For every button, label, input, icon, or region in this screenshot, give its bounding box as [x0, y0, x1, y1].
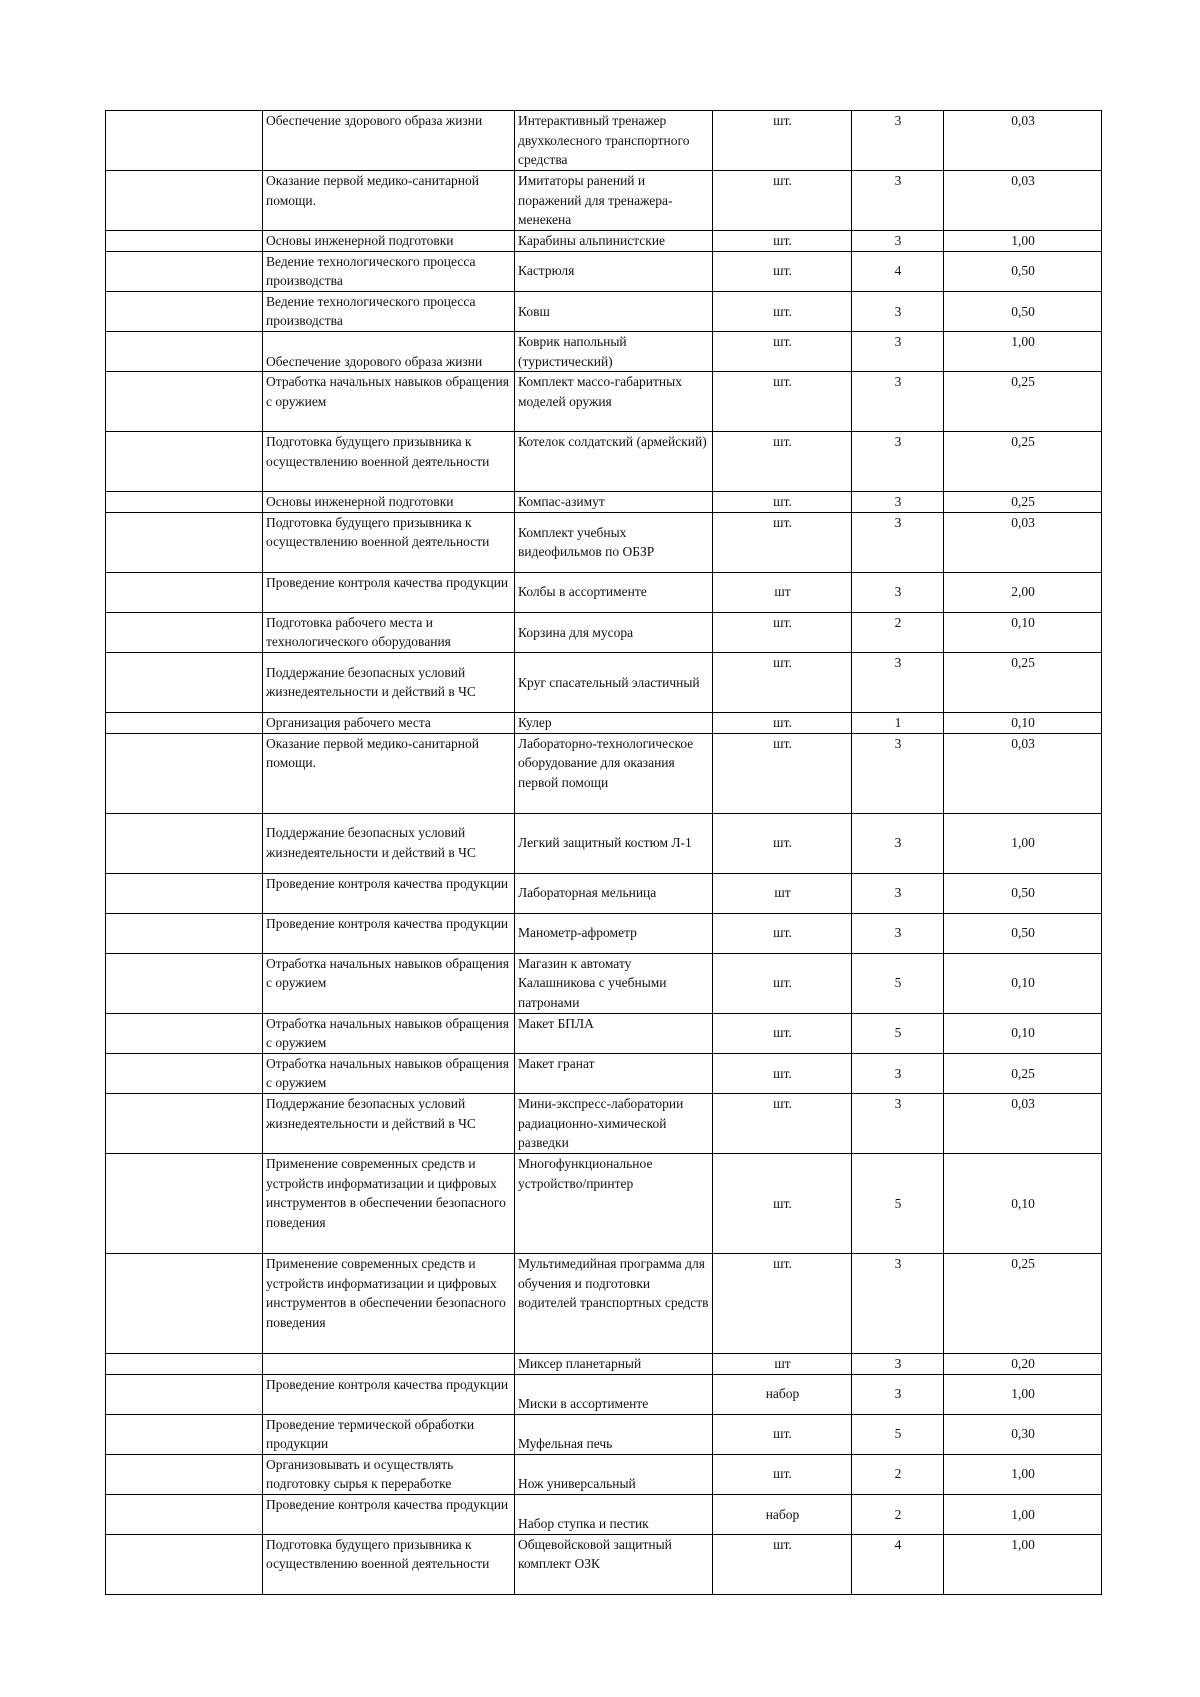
cell-coefficient: 0,03 — [944, 111, 1102, 171]
table-row — [106, 171, 1102, 231]
cell-code — [106, 953, 263, 1013]
cell-item: Кулер — [515, 712, 713, 733]
cell-unit: шт. — [713, 733, 852, 813]
cell-activity: Основы инженерной подготовки — [263, 492, 515, 513]
cell-activity: Основы инженерной подготовки — [263, 231, 515, 252]
table-row — [106, 231, 1102, 252]
cell-item: Лабораторная мельница — [515, 873, 713, 913]
cell-coefficient: 0,50 — [944, 873, 1102, 913]
cell-quantity: 3 — [852, 111, 944, 171]
cell-quantity: 3 — [852, 512, 944, 572]
cell-coefficient: 0,03 — [944, 733, 1102, 813]
cell-code — [106, 1253, 263, 1353]
cell-code — [106, 111, 263, 171]
cell-unit: набор — [713, 1494, 852, 1534]
cell-unit: шт. — [713, 1053, 852, 1093]
table-row — [106, 1153, 1102, 1253]
cell-code — [106, 612, 263, 652]
cell-quantity: 3 — [852, 1374, 944, 1414]
cell-coefficient: 0,03 — [944, 171, 1102, 231]
cell-unit: шт — [713, 572, 852, 612]
table-row — [106, 873, 1102, 913]
cell-unit: шт. — [713, 512, 852, 572]
table-body — [106, 111, 1102, 1595]
table-row — [106, 1253, 1102, 1353]
cell-code — [106, 432, 263, 492]
equipment-table — [105, 110, 1102, 1595]
cell-unit: шт. — [713, 111, 852, 171]
cell-unit: шт. — [713, 291, 852, 331]
cell-code — [106, 251, 263, 291]
cell-activity: Применение современных средств и устройств информатизации и цифровых инструментов в обеспечении безопасного поведения — [263, 1153, 515, 1253]
cell-unit: шт. — [713, 1454, 852, 1494]
cell-activity: Организовывать и осуществлять подготовку сырья к переработке — [263, 1454, 515, 1494]
cell-item: Миксер планетарный — [515, 1353, 713, 1374]
cell-item: Многофункциональное устройство/принтер — [515, 1153, 713, 1253]
cell-coefficient: 0,50 — [944, 291, 1102, 331]
cell-activity: Применение современных средств и устройств информатизации и цифровых инструментов в обеспечении безопасного поведения — [263, 1253, 515, 1353]
cell-item: Миски в ассортименте — [515, 1374, 713, 1414]
cell-unit: шт. — [713, 612, 852, 652]
cell-quantity: 4 — [852, 251, 944, 291]
cell-quantity: 4 — [852, 1534, 944, 1594]
cell-code — [106, 1153, 263, 1253]
cell-unit: шт. — [713, 712, 852, 733]
cell-code — [106, 1053, 263, 1093]
cell-activity: Подготовка будущего призывника к осуществлению военной деятельности — [263, 1534, 515, 1594]
cell-quantity: 2 — [852, 612, 944, 652]
table-row — [106, 1414, 1102, 1454]
cell-item: Магазин к автомату Калашникова с учебными патронами — [515, 953, 713, 1013]
cell-unit: шт. — [713, 231, 852, 252]
cell-activity: Проведение контроля качества продукции — [263, 873, 515, 913]
table-row — [106, 733, 1102, 813]
cell-item: Нож универсальный — [515, 1454, 713, 1494]
cell-item: Коврик напольный (туристический) — [515, 331, 713, 371]
cell-quantity: 3 — [852, 171, 944, 231]
cell-activity: Поддержание безопасных условий жизнедеятельности и действий в ЧС — [263, 1093, 515, 1153]
cell-coefficient: 0,25 — [944, 432, 1102, 492]
cell-coefficient: 0,50 — [944, 251, 1102, 291]
cell-quantity: 3 — [852, 873, 944, 913]
cell-item: Кастрюля — [515, 251, 713, 291]
cell-unit: шт. — [713, 171, 852, 231]
cell-code — [106, 813, 263, 873]
cell-code — [106, 1534, 263, 1594]
cell-item: Легкий защитный костюм Л-1 — [515, 813, 713, 873]
cell-item: Мини-экспресс-лаборатории радиационно-химической разведки — [515, 1093, 713, 1153]
table-row — [106, 612, 1102, 652]
cell-activity: Ведение технологического процесса производства — [263, 291, 515, 331]
cell-activity: Оказание первой медико-санитарной помощи. — [263, 733, 515, 813]
table-row — [106, 1353, 1102, 1374]
cell-code — [106, 733, 263, 813]
cell-coefficient: 1,00 — [944, 1494, 1102, 1534]
cell-quantity: 3 — [852, 372, 944, 432]
cell-unit: шт. — [713, 432, 852, 492]
cell-coefficient: 0,10 — [944, 953, 1102, 1013]
cell-coefficient: 1,00 — [944, 1454, 1102, 1494]
cell-activity: Проведение контроля качества продукции — [263, 1374, 515, 1414]
cell-item: Макет БПЛА — [515, 1013, 713, 1053]
cell-quantity: 3 — [852, 733, 944, 813]
cell-code — [106, 1414, 263, 1454]
cell-quantity: 3 — [852, 231, 944, 252]
cell-activity: Отработка начальных навыков обращения с оружием — [263, 953, 515, 1013]
cell-coefficient: 0,25 — [944, 1053, 1102, 1093]
table-row — [106, 1454, 1102, 1494]
cell-code — [106, 1374, 263, 1414]
cell-unit: шт — [713, 873, 852, 913]
cell-item: Круг спасательный эластичный — [515, 652, 713, 712]
table-row — [106, 291, 1102, 331]
cell-quantity: 5 — [852, 1414, 944, 1454]
cell-code — [106, 1093, 263, 1153]
table-row — [106, 1374, 1102, 1414]
cell-item: Интерактивный тренажер двухколесного транспортного средства — [515, 111, 713, 171]
cell-unit: набор — [713, 1374, 852, 1414]
cell-unit: шт. — [713, 1414, 852, 1454]
table-row — [106, 372, 1102, 432]
cell-coefficient: 0,30 — [944, 1414, 1102, 1454]
cell-coefficient: 0,50 — [944, 913, 1102, 953]
cell-quantity: 5 — [852, 1153, 944, 1253]
cell-code — [106, 572, 263, 612]
cell-code — [106, 291, 263, 331]
cell-quantity: 5 — [852, 1013, 944, 1053]
table-row — [106, 432, 1102, 492]
cell-quantity: 3 — [852, 1253, 944, 1353]
cell-code — [106, 492, 263, 513]
cell-coefficient: 0,03 — [944, 512, 1102, 572]
cell-activity: Подготовка рабочего места и технологического оборудования — [263, 612, 515, 652]
cell-activity: Отработка начальных навыков обращения с оружием — [263, 1053, 515, 1093]
cell-item: Карабины альпинистские — [515, 231, 713, 252]
table-row — [106, 492, 1102, 513]
cell-item: Компас-азимут — [515, 492, 713, 513]
cell-item: Муфельная печь — [515, 1414, 713, 1454]
cell-item: Колбы в ассортименте — [515, 572, 713, 612]
cell-item: Имитаторы ранений и поражений для тренажера-менекена — [515, 171, 713, 231]
cell-coefficient: 2,00 — [944, 572, 1102, 612]
cell-unit: шт. — [713, 1534, 852, 1594]
cell-coefficient: 0,25 — [944, 372, 1102, 432]
cell-quantity: 3 — [852, 331, 944, 371]
cell-activity: Отработка начальных навыков обращения с оружием — [263, 372, 515, 432]
cell-quantity: 3 — [852, 492, 944, 513]
cell-coefficient: 0,10 — [944, 712, 1102, 733]
cell-coefficient: 0,10 — [944, 1013, 1102, 1053]
cell-unit: шт. — [713, 813, 852, 873]
cell-quantity: 3 — [852, 1053, 944, 1093]
cell-unit: шт. — [713, 652, 852, 712]
table-row — [106, 953, 1102, 1013]
cell-item: Комплект массо-габаритных моделей оружия — [515, 372, 713, 432]
cell-code — [106, 1353, 263, 1374]
cell-activity: Поддержание безопасных условий жизнедеятельности и действий в ЧС — [263, 813, 515, 873]
table-row — [106, 512, 1102, 572]
cell-item: Комплект учебных видеофильмов по ОБЗР — [515, 512, 713, 572]
cell-coefficient: 0,25 — [944, 492, 1102, 513]
cell-activity: Обеспечение здорового образа жизни — [263, 331, 515, 371]
cell-coefficient: 0,25 — [944, 652, 1102, 712]
table-row — [106, 1013, 1102, 1053]
cell-code — [106, 331, 263, 371]
cell-code — [106, 231, 263, 252]
cell-coefficient: 0,10 — [944, 612, 1102, 652]
cell-quantity: 2 — [852, 1454, 944, 1494]
cell-quantity: 1 — [852, 712, 944, 733]
table-row — [106, 331, 1102, 371]
cell-unit: шт. — [713, 331, 852, 371]
cell-coefficient: 0,10 — [944, 1153, 1102, 1253]
cell-unit: шт. — [713, 492, 852, 513]
table-row — [106, 1053, 1102, 1093]
cell-quantity: 3 — [852, 1093, 944, 1153]
table-row — [106, 813, 1102, 873]
cell-item: Набор ступка и пестик — [515, 1494, 713, 1534]
cell-code — [106, 652, 263, 712]
cell-item: Лабораторно-технологическое оборудование для оказания первой помощи — [515, 733, 713, 813]
cell-code — [106, 913, 263, 953]
cell-item: Макет гранат — [515, 1053, 713, 1093]
cell-quantity: 3 — [852, 572, 944, 612]
cell-unit: шт. — [713, 1013, 852, 1053]
cell-quantity: 5 — [852, 953, 944, 1013]
cell-coefficient: 0,03 — [944, 1093, 1102, 1153]
cell-unit: шт. — [713, 1093, 852, 1153]
cell-item: Корзина для мусора — [515, 612, 713, 652]
cell-unit: шт. — [713, 1153, 852, 1253]
cell-activity: Поддержание безопасных условий жизнедеятельности и действий в ЧС — [263, 652, 515, 712]
cell-item: Мультимедийная программа для обучения и подготовки водителей транспортных средств — [515, 1253, 713, 1353]
table-row — [106, 111, 1102, 171]
table-row — [106, 1093, 1102, 1153]
cell-code — [106, 1494, 263, 1534]
cell-activity: Организация рабочего места — [263, 712, 515, 733]
cell-quantity: 2 — [852, 1494, 944, 1534]
cell-activity: Проведение контроля качества продукции — [263, 913, 515, 953]
cell-coefficient: 1,00 — [944, 231, 1102, 252]
cell-unit: шт. — [713, 1253, 852, 1353]
cell-activity: Обеспечение здорового образа жизни — [263, 111, 515, 171]
table-row — [106, 1494, 1102, 1534]
table-row — [106, 913, 1102, 953]
cell-item: Котелок солдатский (армейский) — [515, 432, 713, 492]
cell-quantity: 3 — [852, 432, 944, 492]
cell-activity: Отработка начальных навыков обращения с оружием — [263, 1013, 515, 1053]
cell-code — [106, 372, 263, 432]
cell-item: Общевойсковой защитный комплект ОЗК — [515, 1534, 713, 1594]
cell-activity: Оказание первой медико-санитарной помощи. — [263, 171, 515, 231]
table-row — [106, 251, 1102, 291]
cell-activity: Проведение контроля качества продукции — [263, 1494, 515, 1534]
cell-activity: Проведение термической обработки продукции — [263, 1414, 515, 1454]
cell-unit: шт. — [713, 372, 852, 432]
cell-code — [106, 873, 263, 913]
cell-coefficient: 1,00 — [944, 813, 1102, 873]
cell-activity: Проведение контроля качества продукции — [263, 572, 515, 612]
cell-activity: Подготовка будущего призывника к осуществлению военной деятельности — [263, 512, 515, 572]
cell-activity: Ведение технологического процесса производства — [263, 251, 515, 291]
cell-code — [106, 171, 263, 231]
table-row — [106, 572, 1102, 612]
cell-unit: шт — [713, 1353, 852, 1374]
cell-coefficient: 1,00 — [944, 1374, 1102, 1414]
cell-code — [106, 1454, 263, 1494]
cell-quantity: 3 — [852, 813, 944, 873]
cell-coefficient: 0,25 — [944, 1253, 1102, 1353]
cell-item: Ковш — [515, 291, 713, 331]
cell-coefficient: 1,00 — [944, 331, 1102, 371]
cell-code — [106, 1013, 263, 1053]
cell-activity: Подготовка будущего призывника к осуществлению военной деятельности — [263, 432, 515, 492]
cell-quantity: 3 — [852, 913, 944, 953]
cell-code — [106, 712, 263, 733]
table-row — [106, 1534, 1102, 1594]
cell-unit: шт. — [713, 251, 852, 291]
cell-quantity: 3 — [852, 652, 944, 712]
cell-quantity: 3 — [852, 1353, 944, 1374]
cell-coefficient: 0,20 — [944, 1353, 1102, 1374]
cell-item: Манометр-афрометр — [515, 913, 713, 953]
cell-activity — [263, 1353, 515, 1374]
cell-quantity: 3 — [852, 291, 944, 331]
cell-unit: шт. — [713, 913, 852, 953]
table-row — [106, 652, 1102, 712]
cell-unit: шт. — [713, 953, 852, 1013]
cell-coefficient: 1,00 — [944, 1534, 1102, 1594]
cell-code — [106, 512, 263, 572]
table-row — [106, 712, 1102, 733]
